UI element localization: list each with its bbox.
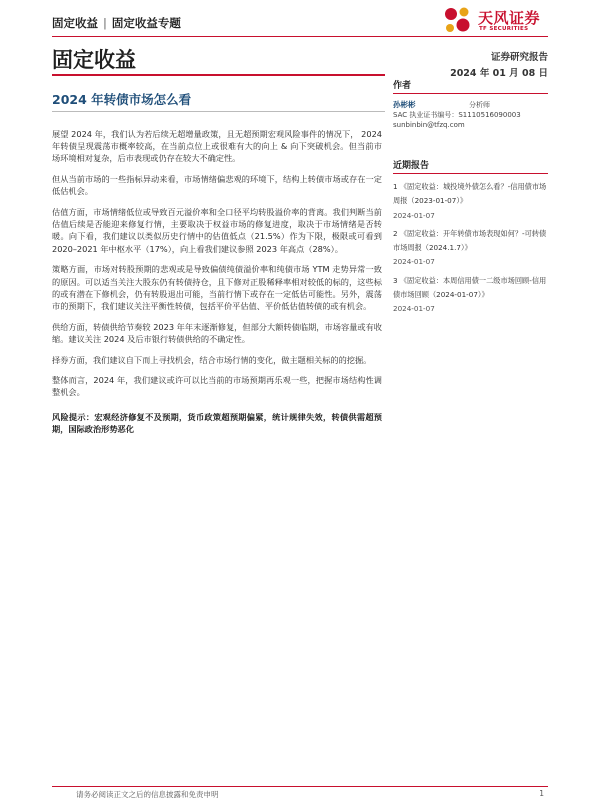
body-paragraph: 估值方面，市场情绪低位或导致百元溢价率和全口径平均转股溢价率的背离。我们判断当前估值后续是否能迎来修复行情，主要取决于权益市场的修复进度，取决于市场情绪是否转暖。向下看，我们建议以类似历史行情中的估值低点（21.5%）作为下限，极限或可看到 2020–2021 年中枢水平（17%），向上看我们建议参照 2023 年高点（28%）。: [52, 207, 382, 254]
document-title: 2024 年转债市场怎么看: [52, 92, 192, 107]
related-reports-heading: 近期报告: [393, 158, 548, 174]
body-paragraph: 展望 2024 年，我们认为若后续无超增量政策，且无超预期宏观风险事件的情况下， 2024 年转债呈现震荡市概率较高，在当前点位上或很难有大的向上 & 向下突破机会。但当前市场环境相对复杂，后市表现或仍存在较大不确定性。: [52, 129, 382, 164]
related-report-date: 2024-01-07: [393, 304, 435, 314]
header-divider: [52, 36, 548, 37]
tf-logo-mark-icon: [442, 6, 474, 36]
related-report-link[interactable]: 1 《固定收益：城投境外债怎么看？-信用债市场周报（2023-01-07）》: [393, 182, 547, 206]
related-reports-list: [393, 180, 548, 317]
author-role: 分析师: [469, 101, 490, 109]
page-header: [52, 10, 548, 34]
related-report-link[interactable]: 3 《固定收益：本周信用债一二级市场回顾-信用债市场回顾（2024-01-07）》: [393, 275, 547, 300]
author-sac-number: SAC 执业证书编号：S1110516090003: [393, 111, 521, 119]
footer-divider: [52, 786, 548, 787]
breadcrumb-separator: |: [103, 16, 107, 30]
author-heading: 作者: [393, 78, 548, 94]
author-email[interactable]: sunbinbin@tfzq.com: [393, 121, 465, 129]
author-name: 孙彬彬: [393, 100, 416, 109]
author-block: [393, 100, 548, 130]
main-body: [52, 128, 382, 435]
related-report-date: 2024-01-07: [393, 257, 435, 267]
body-paragraph: 择券方面，我们建议自下而上寻找机会，结合市场行情的变化，做主题相关标的的挖掘。: [52, 354, 372, 365]
body-paragraph: 但从当前市场的一些指标异动来看，市场情绪偏悲观的环境下，结构上转债市场或存在一定低估机会。: [52, 174, 382, 197]
page-number: 1: [539, 789, 544, 798]
logo-text-en: TF SECURITIES: [479, 26, 529, 32]
breadcrumb-primary: 固定收益: [52, 16, 98, 30]
logo-text-cn: 天风证券: [478, 9, 541, 27]
breadcrumb: [52, 15, 181, 31]
report-type: 证券研究报告: [490, 52, 548, 63]
breadcrumb-secondary: 固定收益专题: [111, 16, 181, 30]
body-paragraph: 策略方面，市场对转股预期的悲观或是导致偏债纯债溢价率和纯债市场 YTM 走势异常一致的原因。可以适当关注大股东仍有转债持仓，且下修对正股稀释率相对较低的标的，这些标的或有潜在下修机会，仍有转股退出可能，当前行情下或存在一定低估可能性。另外，震荡市的预期下，我们建议关注平衡性转债，包括平价平估值、平价低估值转债的或有机会。: [52, 264, 382, 311]
document-title-underline: [52, 111, 385, 112]
sidebar: [393, 78, 548, 321]
title-divider: [52, 74, 385, 76]
body-paragraph: 整体而言，2024 年，我们建议或许可以比当前的市场预期再乐观一些，把握市场结构性调整机会。: [52, 375, 382, 398]
related-report-date: 2024-01-07: [393, 210, 435, 220]
report-date: 2024 年 01 月 08 日: [450, 68, 548, 79]
section-title: 固定收益: [52, 48, 136, 72]
footer-disclaimer: 请务必阅读正文之后的信息披露和免责申明: [76, 790, 219, 799]
tf-securities-logo: [442, 4, 548, 40]
body-paragraph: 供给方面，转债供给节奏较 2023 年年末逐渐修复，但部分大额转债临期，市场容量或有收缩。建议关注 2024 及后市银行转债供给的不确定性。: [52, 321, 382, 344]
risk-warning: 风险提示：宏观经济修复不及预期，货币政策超预期偏紧，统计规律失效，转债供需超预期，国际政治形势恶化: [52, 411, 382, 434]
related-report-link[interactable]: 2 《固定收益：开年转债市场表现如何？-可转债市场周报（2024.1.7）》: [393, 228, 547, 253]
